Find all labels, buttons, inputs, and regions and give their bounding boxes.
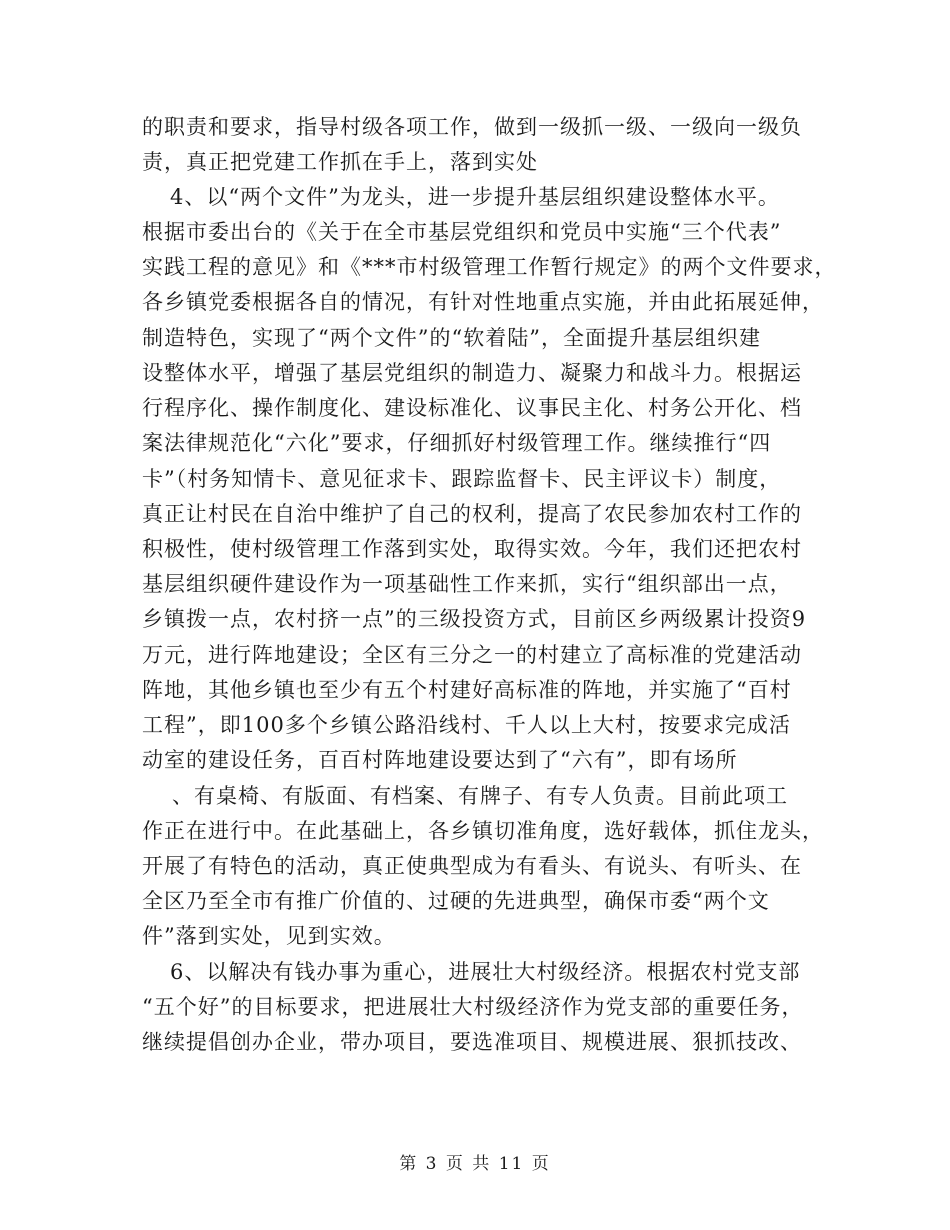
- text-line: 全区乃至全市有推广价值的、过硬的先进典型，确保市委“两个文: [142, 889, 770, 913]
- text-line: 制造特色，实现了“两个文件”的“软着陆”，全面提升基层组织建: [142, 326, 761, 350]
- text-line: 各乡镇党委根据各自的情况，有针对性地重点实施，并由此拓展延伸，: [142, 290, 824, 314]
- text-line: 真正让村民在自治中维护了自己的权利，提高了农民参加农村工作的: [142, 502, 802, 526]
- paragraph-start-line: 6、以解决有钱办事为重心，进展壮大村级经济。根据农村党支部: [170, 960, 801, 984]
- text-line: 的职责和要求，指导村级各项工作，做到一级抓一级、一级向一级负: [142, 115, 802, 139]
- text-line: 设整体水平，增强了基层党组织的制造力、凝聚力和战斗力。根据运: [142, 361, 802, 385]
- text-line: 继续提倡创办企业，带办项目，要选准项目、规模进展、狠抓技改、: [142, 1030, 802, 1054]
- text-line: 阵地，其他乡镇也至少有五个村建好高标准的阵地，并实施了“百村: [142, 678, 792, 702]
- text-line: 责，真正把党建工作抓在手上，落到实处: [142, 150, 538, 174]
- text-line: 实践工程的意见》和《***市村级管理工作暂行规定》的两个文件要求，: [142, 255, 837, 279]
- text-line: 基层组织硬件建设作为一项基础性工作来抓，实行“组织部出一点，: [142, 572, 792, 596]
- text-line: 行程序化、操作制度化、建设标准化、议事民主化、村务公开化、档: [142, 396, 802, 420]
- text-line: 开展了有特色的活动，真正使典型成为有看头、有说头、有听头、在: [142, 854, 802, 878]
- text-line: 卡”（村务知情卡、意见征求卡、跟踪监督卡、民主评议卡）制度，: [142, 467, 782, 491]
- page-number-footer: 第 3 页 共 11 页: [399, 1154, 551, 1174]
- text-line: 积极性，使村级管理工作落到实处，取得实效。今年，我们还把农村: [142, 537, 802, 561]
- text-line: 根据市委出台的《关于在全市基层党组织和党员中实施“三个代表”: [142, 220, 782, 244]
- text-line: 作正在进行中。在此基础上，各乡镇切准角度，选好载体，抓住龙头，: [142, 819, 824, 843]
- text-line: 件”落到实处，见到实效。: [142, 924, 396, 948]
- text-line: 、有桌椅、有版面、有档案、有牌子、有专人负责。目前此项工: [172, 784, 788, 808]
- text-line: 案法律规范化“六化”要求，仔细抓好村级管理工作。继续推行“四: [142, 431, 772, 455]
- text-line: 工程”，即100多个乡镇公路沿线村、千人以上大村，按要求完成活: [142, 713, 791, 737]
- text-line: 乡镇拨一点，农村挤一点”的三级投资方式，目前区乡两级累计投资9: [142, 607, 807, 631]
- text-line: 动室的建设任务，百百村阵地建设要达到了“六有”，即有场所: [142, 748, 738, 772]
- paragraph-start-line: 4、以“两个文件”为龙头，进一步提升基层组织建设整体水平。: [170, 185, 780, 209]
- text-line: 万元，进行阵地建设；全区有三分之一的村建立了高标准的党建活动: [142, 643, 802, 667]
- text-line: “五个好”的目标要求，把进展壮大村级经济作为党支部的重要任务，: [142, 995, 804, 1019]
